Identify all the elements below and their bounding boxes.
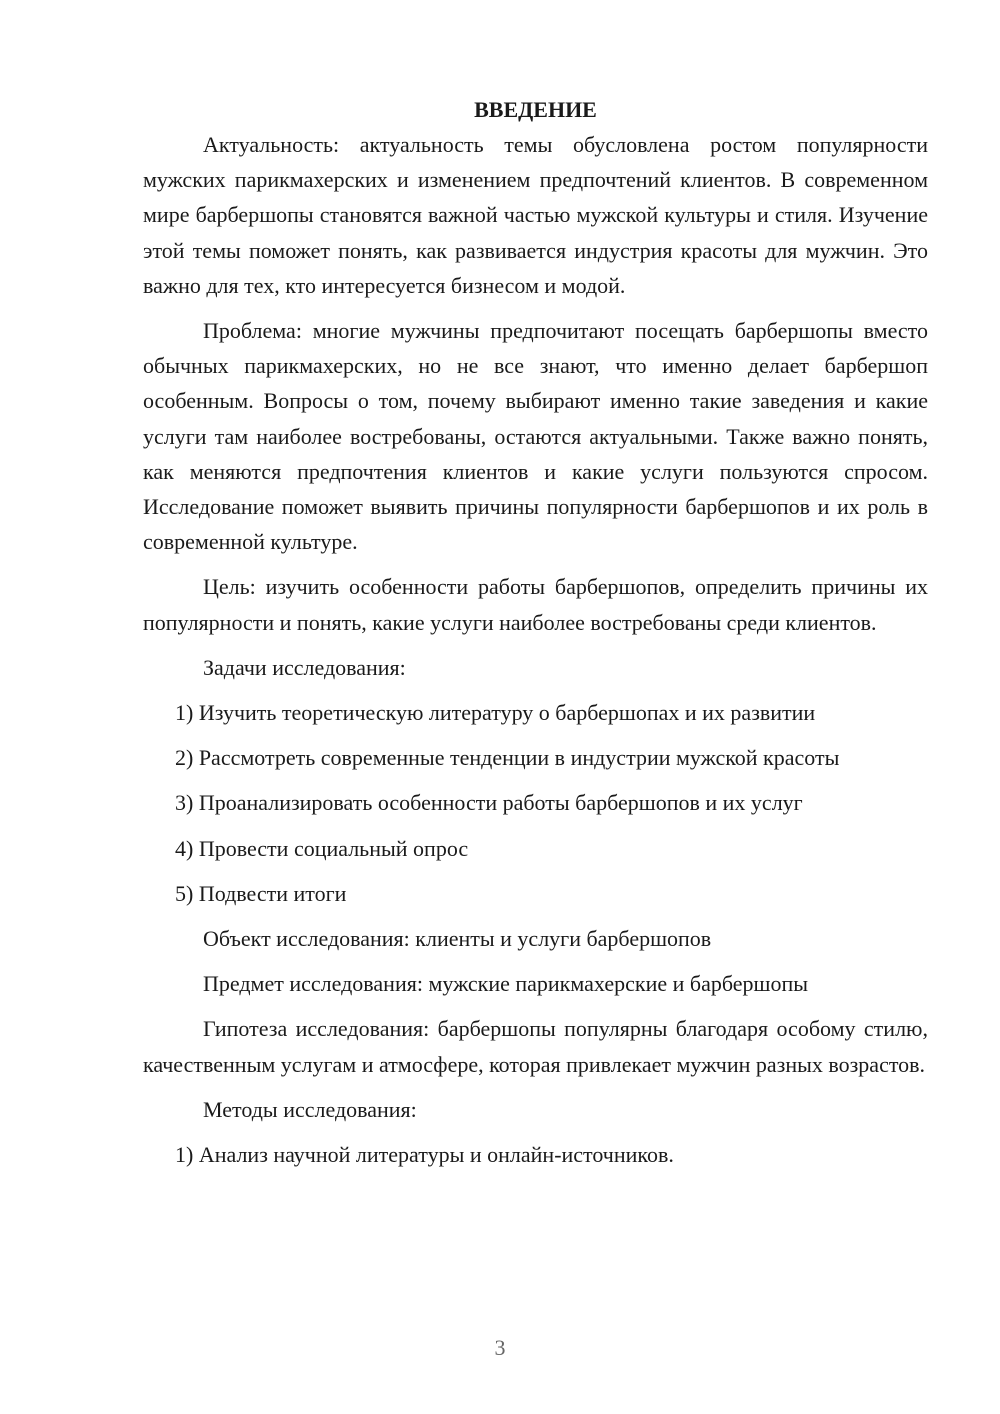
hypothesis-paragraph: Гипотеза исследования: барбершопы популярны благодаря особому стилю, качественным услугам и атмосфере, которая привлекает мужчин разных возрастов. [143, 1016, 928, 1077]
task-item-5: 5) Подвести итоги [175, 880, 347, 906]
relevance-paragraph: Актуальность: актуальность темы обусловлена ростом популярности мужских парикмахерских и изменением предпочтений клиентов. В современном мире барбершопы становятся важной частью мужской культуры и стиля. Изучение этой темы поможет понять, как развивается индустрия красоты для мужчин. Это важно для тех, кто интересуется бизнесом и модой. [143, 132, 928, 298]
section-heading: ВВЕДЕНИЕ [474, 97, 597, 122]
research-object: Объект исследования: клиенты и услуги барбершопов [203, 926, 712, 952]
task-item-4: 4) Провести социальный опрос [175, 835, 469, 861]
document-page [143, 92, 928, 1182]
tasks-title: Задачи исследования: [203, 654, 406, 680]
goal-paragraph: Цель: изучить особенности работы барбершопов, определить причины их популярности и понять, какие услуги наиболее востребованы среди клиентов. [143, 574, 928, 635]
methods-title: Методы исследования: [203, 1096, 417, 1122]
research-subject: Предмет исследования: мужские парикмахерские и барбершопы [203, 971, 809, 997]
problem-paragraph: Проблема: многие мужчины предпочитают посещать барбершопы вместо обычных парикмахерских, но не все знают, что именно делает барбершоп особенным. Вопросы о том, почему выбирают именно такие заведения и какие услуги там наиболее востребованы, остаются актуальными. Также важно понять, как меняются предпочтения клиентов и какие услуги пользуются спросом. Исследование поможет выявить причины популярности барбершопов и их роль в современной культуре. [143, 318, 928, 555]
task-item-1: 1) Изучить теоретическую литературу о барбершопах и их развитии [175, 700, 816, 726]
page-number: 3 [494, 1335, 506, 1360]
task-item-2: 2) Рассмотреть современные тенденции в индустрии мужской красоты [175, 745, 840, 771]
method-item-1: 1) Анализ научной литературы и онлайн-источников. [175, 1142, 674, 1168]
task-item-3: 3) Проанализировать особенности работы барбершопов и их услуг [175, 790, 803, 816]
